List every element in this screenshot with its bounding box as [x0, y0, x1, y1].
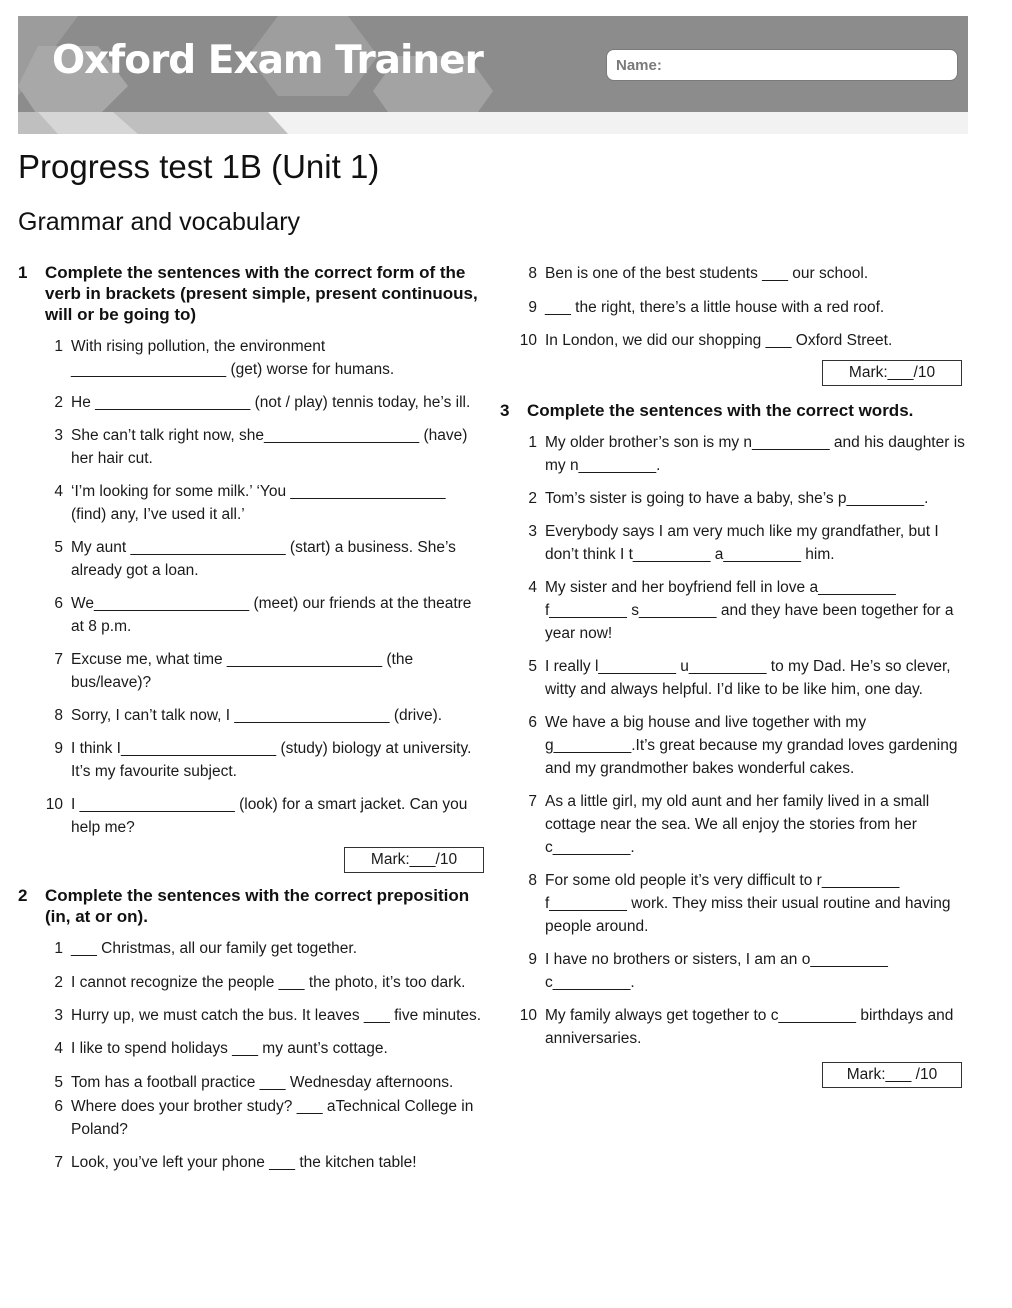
exercise-items — [500, 431, 970, 1050]
item-text: My older brother’s son is my n_________ and his daughter is my n_________. — [545, 434, 965, 474]
item-text: I like to spend holidays ___ my aunt’s cottage. — [71, 1040, 388, 1057]
item-text: I have no brothers or sisters, I am an o_________ c_________. — [545, 951, 888, 991]
mark-box: Mark:___ /10 — [822, 1062, 962, 1088]
item-text: For some old people it’s very difficult to r_________ f_________ work. They miss their usual routine and having people around. — [545, 872, 951, 935]
list-item — [500, 329, 970, 352]
item-number: 2 — [54, 974, 63, 991]
item-text: She can’t talk right now, she__________________ (have) her hair cut. — [71, 427, 468, 467]
list-item — [18, 971, 484, 994]
exercise-header — [500, 400, 970, 421]
list-item — [18, 1095, 484, 1141]
item-number: 9 — [528, 299, 537, 316]
item-text: Excuse me, what time __________________ (the bus/leave)? — [71, 651, 414, 691]
list-item — [18, 424, 484, 470]
item-number: 1 — [54, 940, 63, 957]
exercise-header — [18, 885, 484, 927]
list-item — [500, 296, 970, 319]
list-item — [18, 592, 484, 638]
item-number: 9 — [54, 740, 63, 757]
item-number: 1 — [528, 434, 537, 451]
list-item — [500, 262, 970, 285]
item-text: Hurry up, we must catch the bus. It leaves ___ five minutes. — [71, 1007, 482, 1024]
exercise-number: 2 — [18, 886, 28, 905]
item-text: ___ Christmas, all our family get together. — [71, 940, 358, 957]
item-text: As a little girl, my old aunt and her family lived in a small cottage near the sea. We all enjoy the stories from her c_________. — [545, 793, 930, 856]
exercise-number: 1 — [18, 263, 28, 282]
page-title: Progress test 1B (Unit 1) — [18, 148, 380, 185]
item-text: Look, you’ve left your phone ___ the kitchen table! — [71, 1154, 417, 1171]
exercise-2 — [18, 885, 484, 1174]
list-item — [18, 1071, 484, 1094]
right-column — [500, 262, 970, 1088]
header-banner — [18, 16, 968, 134]
list-item — [500, 655, 970, 701]
list-item — [18, 1037, 484, 1060]
list-item — [18, 737, 484, 783]
item-text: I really l_________ u_________ to my Dad. He’s so clever, witty and always helpful. I’d like to be like him, one day. — [545, 658, 951, 698]
left-column — [18, 262, 484, 1174]
brand-title: Oxford Exam Trainer — [52, 38, 483, 83]
list-item — [500, 790, 970, 859]
item-number: 1 — [54, 338, 63, 355]
item-text: My family always get together to c_________ birthdays and anniversaries. — [545, 1007, 954, 1047]
list-item — [500, 869, 970, 938]
list-item — [500, 487, 970, 510]
item-text: Tom has a football practice ___ Wednesday afternoons. — [71, 1074, 454, 1091]
item-number: 8 — [528, 872, 537, 889]
item-number: 7 — [528, 793, 537, 810]
list-item — [18, 793, 484, 839]
item-text: He __________________ (not / play) tennis today, he’s ill. — [71, 394, 471, 411]
item-text: Ben is one of the best students ___ our school. — [545, 265, 869, 282]
list-item — [18, 1004, 484, 1027]
list-item — [500, 948, 970, 994]
list-item — [500, 520, 970, 566]
item-number: 4 — [528, 579, 537, 596]
item-number: 10 — [519, 332, 537, 349]
item-number: 7 — [54, 651, 63, 668]
item-number: 10 — [519, 1007, 537, 1024]
list-item — [18, 391, 484, 414]
item-number: 6 — [54, 595, 63, 612]
section-title: Grammar and vocabulary — [18, 208, 301, 236]
item-number: 9 — [528, 951, 537, 968]
mark-row — [500, 1062, 962, 1088]
mark-row — [500, 360, 962, 386]
exercise-items — [18, 335, 484, 839]
exercise-1 — [18, 262, 484, 873]
exercise-items — [18, 937, 484, 1174]
item-number: 3 — [528, 523, 537, 540]
item-text: We__________________ (meet) our friends at the theatre at 8 p.m. — [71, 595, 472, 635]
item-number: 7 — [54, 1154, 63, 1171]
list-item — [18, 536, 484, 582]
list-item — [18, 648, 484, 694]
exercise-3 — [500, 400, 970, 1088]
item-number: 2 — [528, 490, 537, 507]
item-text: Sorry, I can’t talk now, I __________________ (drive). — [71, 707, 443, 724]
name-field[interactable] — [606, 49, 958, 81]
item-number: 3 — [54, 1007, 63, 1024]
list-item — [500, 711, 970, 780]
item-number: 6 — [528, 714, 537, 731]
item-text: I __________________ (look) for a smart jacket. Can you help me? — [71, 796, 468, 836]
name-label: Name: — [616, 57, 662, 74]
item-text: Everybody says I am very much like my grandfather, but I don’t think I t_________ a_________ him. — [545, 523, 939, 563]
list-item — [18, 704, 484, 727]
item-text: I think I__________________ (study) biology at university. It’s my favourite subject. — [71, 740, 472, 780]
item-text: In London, we did our shopping ___ Oxford Street. — [545, 332, 893, 349]
item-number: 5 — [528, 658, 537, 675]
list-item — [18, 937, 484, 960]
exercise-2-continued — [500, 262, 970, 352]
exercise-instruction: Complete the sentences with the correct preposition (in, at or on). — [45, 886, 470, 926]
mark-box: Mark:___/10 — [822, 360, 962, 386]
item-number: 5 — [54, 1074, 63, 1091]
item-text: Tom’s sister is going to have a baby, she’s p_________. — [545, 490, 929, 507]
item-text: ___ the right, there’s a little house with a red roof. — [545, 299, 885, 316]
item-number: 8 — [528, 265, 537, 282]
item-number: 6 — [54, 1098, 63, 1115]
list-item — [500, 431, 970, 477]
item-number: 2 — [54, 394, 63, 411]
item-text: My aunt __________________ (start) a business. She’s already got a loan. — [71, 539, 456, 579]
item-text: Where does your brother study? ___ aTechnical College in Poland? — [71, 1098, 474, 1138]
list-item — [18, 335, 484, 381]
exercise-header — [18, 262, 484, 325]
exercise-instruction: Complete the sentences with the correct form of the verb in brackets (present simple, present continuous, will or be going to) — [45, 263, 478, 324]
list-item — [18, 480, 484, 526]
list-item — [500, 1004, 970, 1050]
mark-row — [18, 847, 484, 873]
exercise-number: 3 — [500, 401, 510, 420]
item-text: I cannot recognize the people ___ the photo, it’s too dark. — [71, 974, 466, 991]
item-number: 4 — [54, 483, 63, 500]
item-number: 4 — [54, 1040, 63, 1057]
item-number: 3 — [54, 427, 63, 444]
item-text: My sister and her boyfriend fell in love a_________ f_________ s_________ and they have been together for a year now! — [545, 579, 954, 642]
item-text: With rising pollution, the environment __________________ (get) worse for humans. — [71, 338, 395, 378]
item-text: We have a big house and live together with my g_________.It’s great because my grandad loves gardening and my grandmother bakes wonderful cakes. — [545, 714, 958, 777]
item-number: 5 — [54, 539, 63, 556]
list-item — [500, 576, 970, 645]
item-number: 10 — [45, 796, 63, 813]
item-text: ‘I’m looking for some milk.’ ‘You __________________ (find) any, I’ve used it all.’ — [71, 483, 446, 523]
exercise-instruction: Complete the sentences with the correct words. — [527, 401, 914, 420]
list-item — [18, 1151, 484, 1174]
item-number: 8 — [54, 707, 63, 724]
mark-box: Mark:___/10 — [344, 847, 484, 873]
